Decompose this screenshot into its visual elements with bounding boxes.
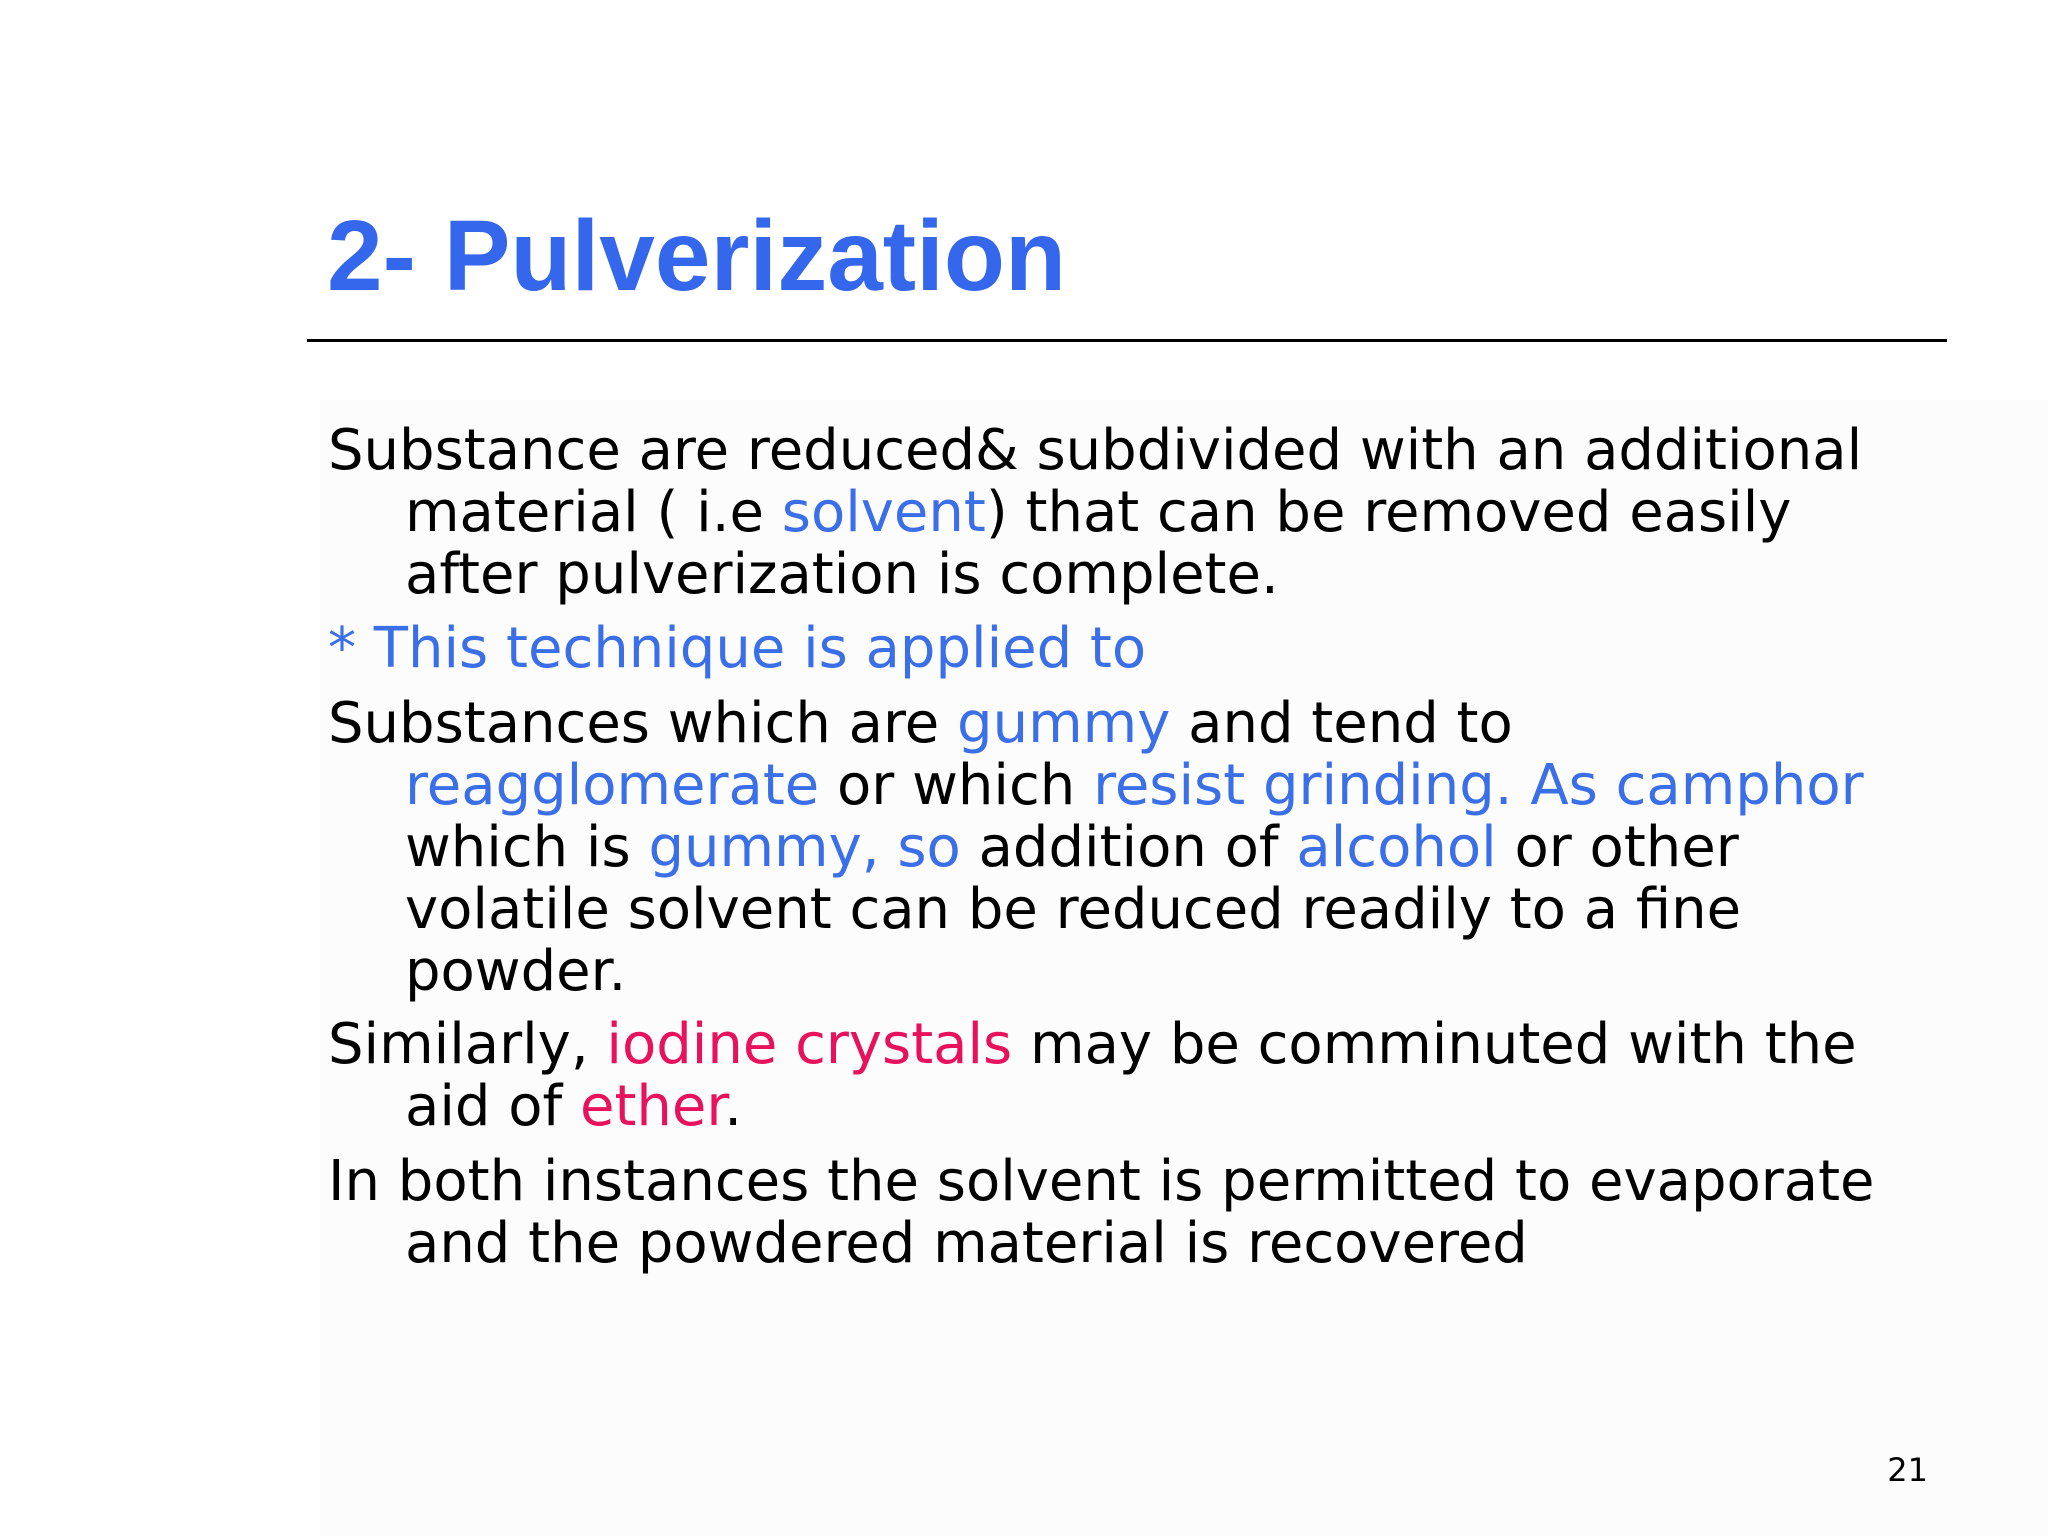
paragraph-substance-reduced	[328, 420, 2028, 606]
highlight-solvent: solvent	[781, 480, 986, 545]
highlight-reagglomerate: reagglomerate	[405, 753, 820, 818]
text-line: volatile solvent can be reduced readily to a fine	[405, 877, 1742, 942]
text-line: reagglomerate or which resist grinding. As camphor	[405, 753, 1864, 818]
highlight-ether: ether	[580, 1074, 725, 1139]
paragraph-gummy-substances	[328, 693, 2028, 1003]
highlight-resist-grinding: resist grinding. As camphor	[1093, 753, 1864, 818]
text-line: In both instances the solvent is permitted to evaporate	[328, 1149, 1875, 1214]
highlight-gummy-so: gummy, so	[648, 815, 961, 880]
text-line: * This technique is applied to	[328, 616, 1147, 681]
text-line: powder.	[405, 939, 627, 1004]
text-line: Substance are reduced& subdivided with an additional	[328, 418, 1863, 483]
slide-title: 2- Pulverization	[327, 200, 1067, 312]
text-line: material ( i.e solvent) that can be removed easily	[405, 480, 1792, 545]
highlight-gummy: gummy	[957, 691, 1171, 756]
paragraph-iodine-crystals	[328, 1014, 2028, 1138]
text-line: after pulverization is complete.	[405, 542, 1279, 607]
text-line: Similarly, iodine crystals may be comminuted with the	[328, 1012, 1857, 1077]
text-line: Substances which are gummy and tend to	[328, 691, 1513, 756]
paragraph-technique-applied	[328, 618, 2028, 680]
highlight-iodine-crystals: iodine crystals	[606, 1012, 1013, 1077]
text-line: which is gummy, so addition of alcohol or other	[405, 815, 1739, 880]
title-divider	[307, 339, 1947, 342]
highlight-alcohol: alcohol	[1296, 815, 1497, 880]
text-line: and the powdered material is recovered	[405, 1211, 1528, 1276]
page-number: 21	[1887, 1451, 1928, 1489]
text-line: aid of ether.	[405, 1074, 743, 1139]
paragraph-solvent-evaporate	[328, 1151, 2028, 1275]
